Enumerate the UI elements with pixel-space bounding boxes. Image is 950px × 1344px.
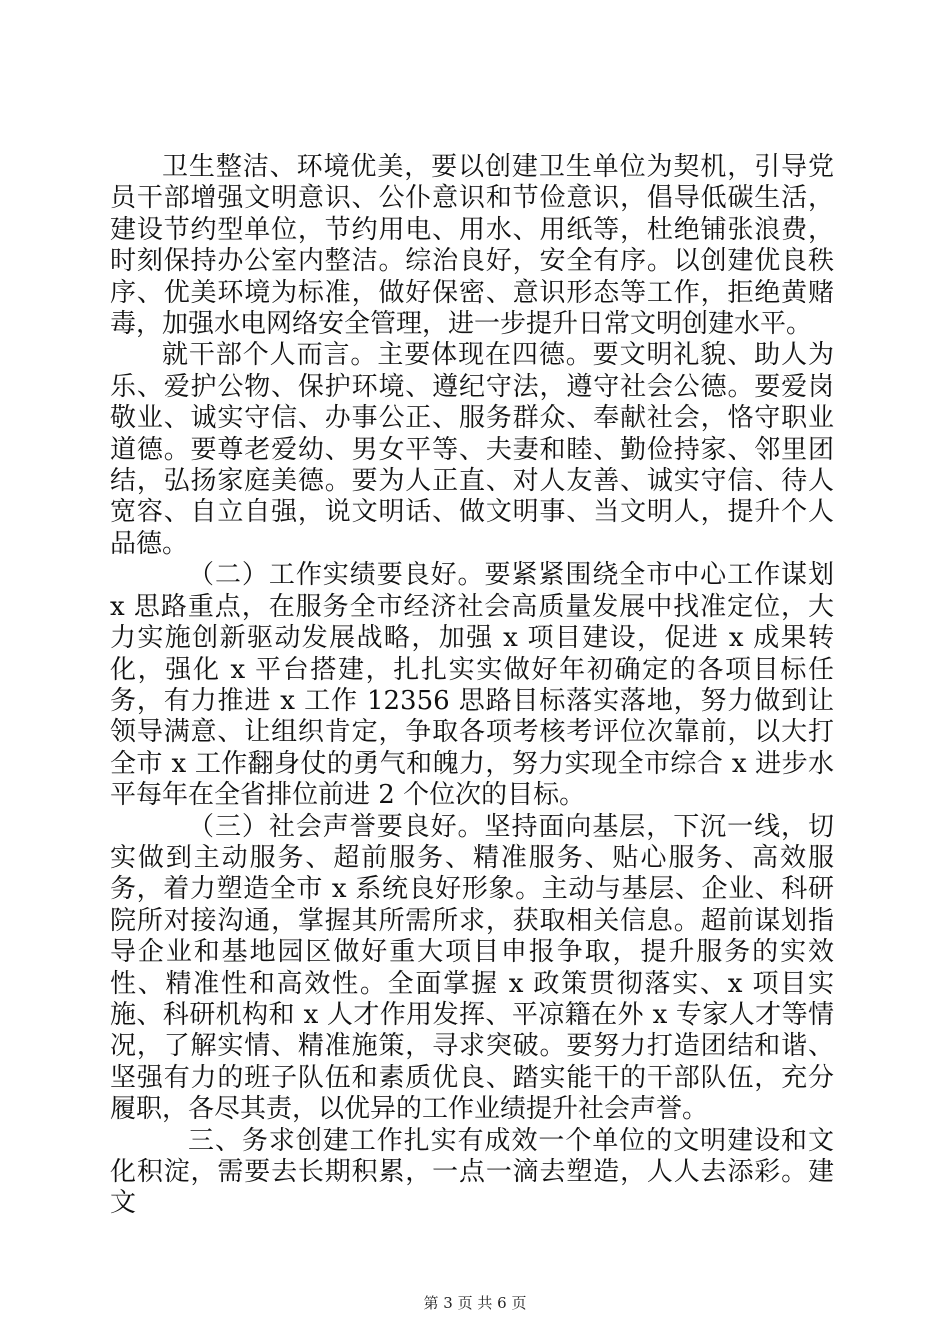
- paragraph-hygiene-environment: 卫生整洁、环境优美，要以创建卫生单位为契机，引导党员干部增强文明意识、公仆意识和节俭意识，倡导低碳生活，建设节约型单位，节约用电、用水、用纸等，杜绝铺张浪费，时刻保持办公室内整洁。综治良好，安全有序。以创建优良秩序、优美环境为标准，做好保密、意识形态等工作，拒绝黄赌毒，加强水电网络安全管理，进一步提升日常文明创建水平。: [110, 152, 834, 340]
- page-number-footer: 第 3 页 共 6 页: [423, 1294, 527, 1312]
- paragraph-personal-virtues: 就干部个人而言。主要体现在四德。要文明礼貌、助人为乐、爱护公物、保护环境、遵纪守法，遵守社会公德。要爱岗敬业、诚实守信、办事公正、服务群众、奉献社会，恪守职业道德。要尊老爱幼、男女平等、夫妻和睦、勤俭持家、邻里团结，弘扬家庭美德。要为人正直、对人友善、诚实守信、待人宽容、自立自强，说文明话、做文明事、当文明人，提升个人品德。: [110, 340, 834, 559]
- body-text: [110, 152, 834, 1220]
- paragraph-work-performance: （二）工作实绩要良好。要紧紧围绕全市中心工作谋划 x 思路重点，在服务全市经济社会高质量发展中找准定位，大力实施创新驱动发展战略，加强 x 项目建设，促进 x 成果转化，强化 x 平台搭建，扎扎实实做好年初确定的各项目标任务，有力推进 x 工作 12356 思路目标落实落地，努力做到让领导满意、让组织肯定，争取各项考核考评位次靠前，以大打全市 x 工作翻身仗的勇气和魄力，努力实现全市综合 x 进步水平每年在全省排位前进 2 个位次的目标。: [110, 560, 834, 811]
- paragraph-section-three: 三、务求创建工作扎实有成效一个单位的文明建设和文化积淀，需要去长期积累，一点一滴去塑造，人人去添彩。建文: [110, 1125, 834, 1219]
- paragraph-social-reputation: （三）社会声誉要良好。坚持面向基层，下沉一线，切实做到主动服务、超前服务、精准服务、贴心服务、高效服务，着力塑造全市 x 系统良好形象。主动与基层、企业、科研院所对接沟通，掌握其所需所求，获取相关信息。超前谋划指导企业和基地园区做好重大项目申报争取，提升服务的实效性、精准性和高效性。全面掌握 x 政策贯彻落实、x 项目实施、科研机构和 x 人才作用发挥、平凉籍在外 x 专家人才等情况，了解实情、精准施策，寻求突破。要努力打造团结和谐、坚强有力的班子队伍和素质优良、踏实能干的干部队伍，充分履职，各尽其责，以优异的工作业绩提升社会声誉。: [110, 811, 834, 1125]
